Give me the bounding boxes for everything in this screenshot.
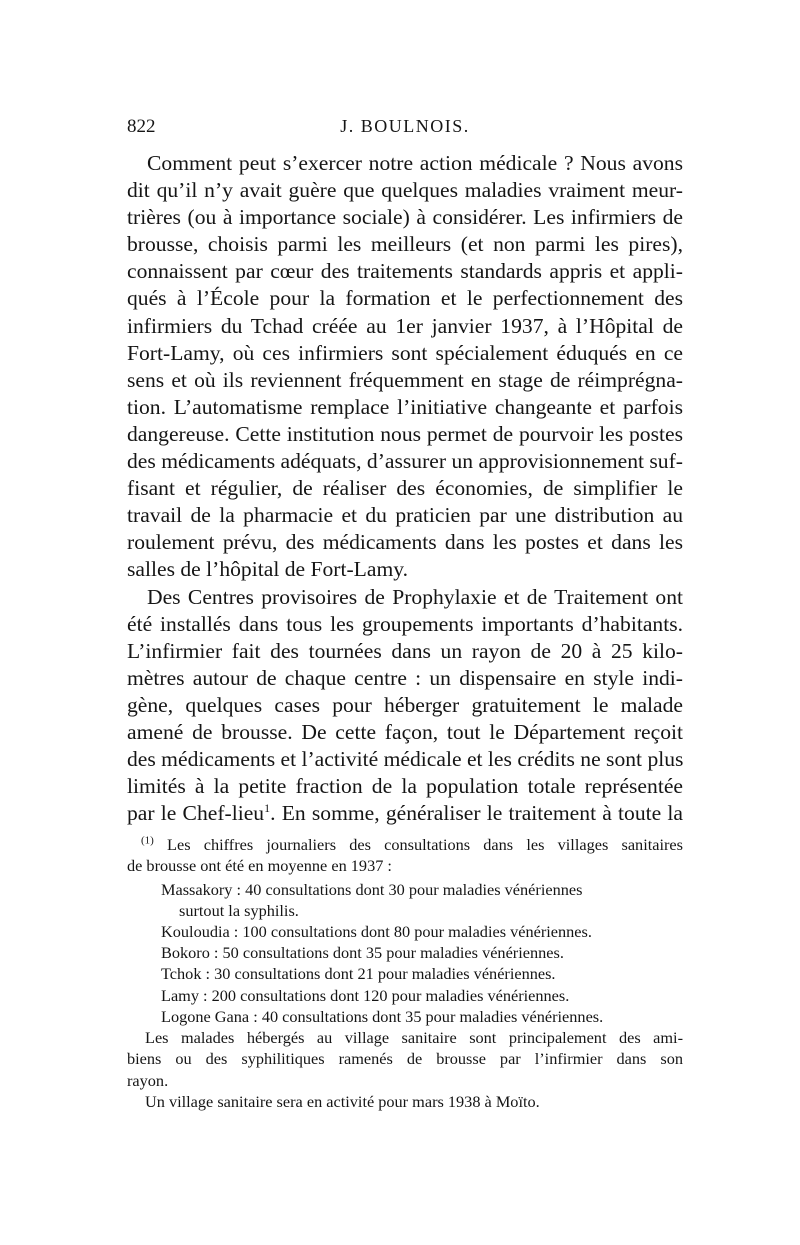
body-line: trières (ou à importance sociale) à considérer. Les infirmiers de	[127, 205, 683, 230]
body-line: connaissent par cœur des traitements standards appris et appli-	[127, 259, 683, 284]
body-text	[127, 150, 683, 827]
body-line: salles de l’hôpital de Fort-Lamy.	[127, 557, 409, 582]
body-line: qués à l’École pour la formation et le perfectionnement des	[127, 286, 683, 311]
body-line: été installés dans tous les groupements importants d’habitants.	[127, 611, 683, 636]
body-line: brousse, choisis parmi les meilleurs (et non parmi les pires),	[127, 232, 683, 257]
body-line: limités à la petite fraction de la population totale représentée	[127, 774, 683, 799]
body-line-with-footnote-ref	[127, 800, 683, 827]
body-line-end: . En somme, généraliser le traitement à toute la	[270, 801, 683, 826]
footnote-reference: 1	[264, 801, 271, 816]
body-line: sens et où ils reviennent fréquemment en stage de réimprégna-	[127, 367, 683, 392]
footnote-intro-line	[127, 834, 683, 855]
body-line: tion. L’automatisme remplace l’initiative changeante et parfois	[127, 394, 683, 419]
body-line: Des Centres provisoires de Prophylaxie et de Traitement ont	[147, 584, 683, 609]
footnote-intro-text: Les chiffres journaliers des consultations dans les villages sanitaires	[167, 835, 683, 854]
footnote-intro-line: de brousse ont été en moyenne en 1937 :	[127, 856, 392, 876]
consultation-entry: Tchok : 30 consultations dont 21 pour maladies vénériennes.	[161, 964, 556, 984]
running-head: J. BOULNOIS.	[340, 116, 470, 136]
footnote-paragraph-line: rayon.	[127, 1070, 169, 1090]
consultation-entry: Kouloudia : 100 consultations dont 80 pour maladies vénériennes.	[161, 921, 592, 941]
consultation-entry: Logone Gana : 40 consultations dont 35 pour maladies vénériennes.	[161, 1006, 604, 1026]
body-line-start: par le Chef-lieu	[127, 801, 265, 826]
footnote-paragraph-line: biens ou des syphilitiques ramenés de brousse par l’infirmier dans son	[127, 1049, 683, 1069]
body-line: dangereuse. Cette institution nous permet de pourvoir les postes	[127, 421, 683, 446]
page-number: 822	[127, 116, 156, 137]
body-line: des médicaments et l’activité médicale et les crédits ne sont plus	[127, 747, 683, 772]
body-line: mètres autour de chaque centre : un dispensaire en style indi-	[127, 665, 683, 690]
body-line: gène, quelques cases pour héberger gratuitement le malade	[127, 692, 683, 717]
body-line: Fort-Lamy, où ces infirmiers sont spécialement éduqués en ce	[127, 340, 683, 365]
footnote-block	[127, 834, 683, 1112]
body-line: des médicaments adéquats, d’assurer un approvisionnement suf-	[127, 449, 683, 474]
consultation-list	[127, 879, 683, 1027]
consultation-entry: Lamy : 200 consultations dont 120 pour maladies vénériennes.	[161, 985, 570, 1005]
body-line: roulement prévu, des médicaments dans les postes et dans les	[127, 530, 683, 555]
body-line: fisant et régulier, de réaliser des économies, de simplifier le	[127, 476, 683, 501]
footnote-paragraph-line: Un village sanitaire sera en activité pour mars 1938 à Moïto.	[145, 1091, 540, 1111]
footnote-paragraph-line: Les malades hébergés au village sanitaire sont principalement des ami-	[145, 1027, 683, 1047]
body-line: infirmiers du Tchad créée au 1er janvier 1937, à l’Hôpital de	[127, 313, 683, 338]
body-line: L’infirmier fait des tournées dans un rayon de 20 à 25 kilo-	[127, 638, 683, 663]
consultation-entry: Massakory : 40 consultations dont 30 pour maladies vénériennes	[161, 879, 583, 899]
page-header	[127, 116, 683, 140]
body-line: dit qu’il n’y avait guère que quelques maladies vraiment meur-	[127, 178, 683, 203]
body-line: travail de la pharmacie et du praticien par une distribution au	[127, 503, 683, 528]
consultation-entry: Bokoro : 50 consultations dont 35 pour maladies vénériennes.	[161, 943, 564, 963]
body-line: amené de brousse. De cette façon, tout le Département reçoit	[127, 719, 683, 744]
footnote-marker: (1)	[141, 834, 154, 847]
body-line: Comment peut s’exercer notre action médicale ? Nous avons	[147, 151, 683, 175]
consultation-entry-continued: surtout la syphilis.	[179, 900, 299, 920]
